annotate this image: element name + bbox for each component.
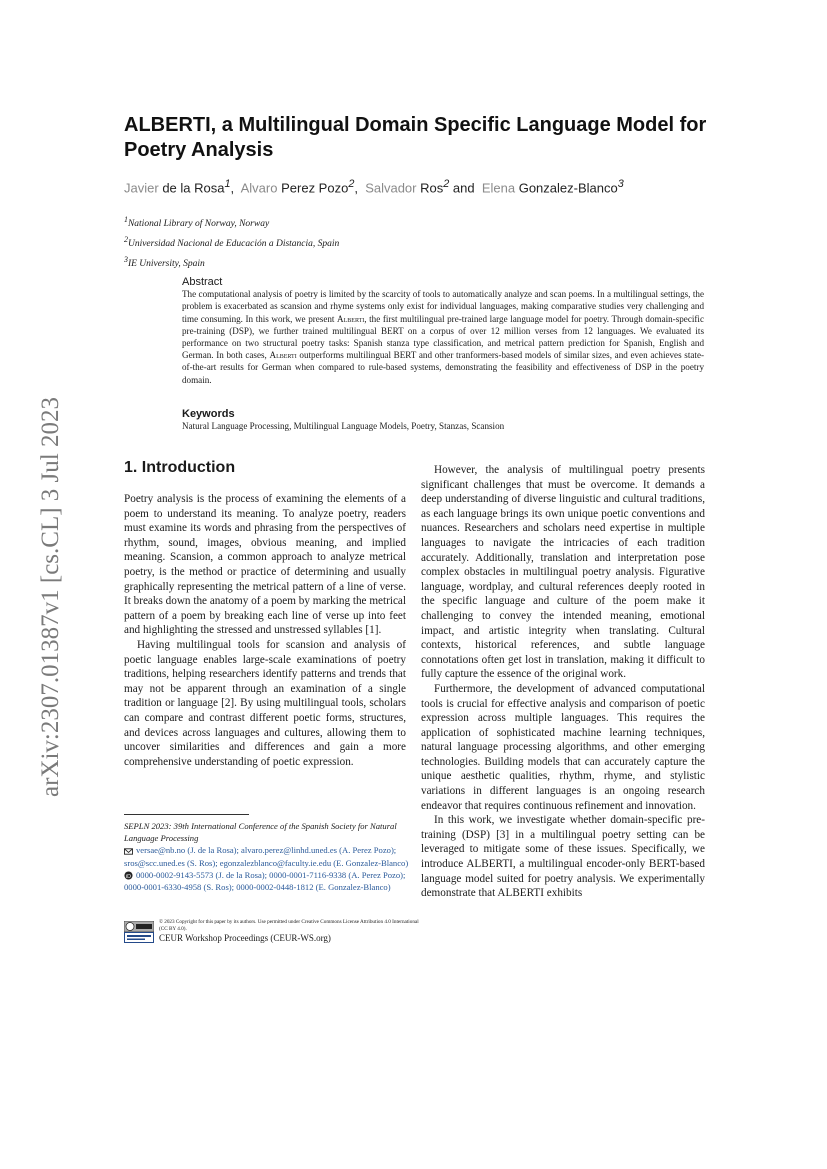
email-icon [124, 847, 133, 856]
author-list: Javier de la Rosa$^1$, Alvaro Perez Pozo$^2$, Salvador Ros$^2$ and Elena Gonzalez-Blanco$^3$ [124, 178, 624, 196]
keywords-heading: Keywords [182, 408, 235, 420]
keywords-text: Natural Language Processing, Multilingual Language Models, Poetry, Stanzas, Scansion [182, 421, 505, 431]
section-title: 1. Introduction [124, 459, 236, 476]
arxiv-identifier: arXiv:2307.01387v1 [cs.CL] 3 Jul 2023 [37, 397, 64, 797]
footnote [124, 820, 414, 893]
orcid-icon [124, 871, 133, 880]
author-last-name: Ros [420, 180, 444, 196]
right-column [421, 463, 705, 901]
paper-title: ALBERTI, a Multilingual Domain Specific Language Model for Poetry Analysis [124, 114, 707, 161]
author-first-name: Salvador [365, 180, 417, 196]
footnote-rule [124, 814, 249, 815]
paragraph: Having multilingual tools for scansion and analysis of poetic language enables large-scale examinations of poetry traditions, helping researchers identify patterns and trends that may not be apparent through an examination of a single tradition or language [2]. By using multilingual tools, scholars can compare and contrast different poetic forms, structures, and devices across languages and cultures, allowing them to uncover similarities and differences and gain a more comprehensive understanding of poetic expression. [124, 638, 406, 768]
ceur-block [124, 932, 331, 946]
ceur-logo-icon [124, 932, 154, 943]
author-first-name: Javier [124, 180, 159, 196]
author-last-name: de la Rosa [162, 180, 225, 196]
cc-by-license-icon [124, 921, 154, 932]
affiliation: $^1$National Library of Norway, Norway [124, 215, 270, 230]
abstract-text: The computational analysis of poetry is limited by the scarcity of tools to automatically analyze and scan poems. In a multilingual settings, the problem is exacerbated as scansion and rhyme systems only exist for individual languages, making comparative studies very challenging and time consuming. In this work, we present Alberti, the first multilingual pre-trained large language model for poetry. Through domain-specific pre-training (DSP), we further trained multilingual BERT on a corpus of over 12 million verses from 12 languages. We evaluated its performance on two structural poetry tasks: Spanish stanza type classification, and metrical pattern prediction for Spanish, English and German. In both cases, Alberti outperforms multilingual BERT and other tranformers-based models of similar sizes, and even achieves state-of-the-art results for German when compared to rule-based systems, demonstrating the feasibility and effectiveness of DSP in the poetry domain. [182, 289, 705, 385]
svg-text:iD: iD [125, 874, 132, 881]
keywords [182, 408, 704, 432]
left-column [124, 492, 406, 769]
license-text: © 2023 Copyright for this paper by its authors. Use permitted under Creative Commons License Attribution 4.0 International (CC BY 4.0). [159, 919, 419, 932]
abstract-heading: Abstract [182, 276, 223, 288]
author-first-name: Elena [481, 180, 516, 196]
proceedings-text: CEUR Workshop Proceedings (CEUR-WS.org) [159, 933, 331, 943]
paragraph: Furthermore, the development of advanced computational tools is crucial for effective analysis and comparison of poetic expression across multiple languages. This requires the application of sophisticated machine learning techniques, natural language processing algorithms, and other emerging technologies. Building models that can accurately capture the unique aesthetic qualities, rhythm, rhyme, and stylistic variations in different languages is an ongoing research endeavor that requires continuous refinement and innovation. [421, 682, 705, 812]
affiliation: $^3$IE University, Spain [124, 255, 205, 270]
author-last-name: Perez Pozo [281, 180, 349, 196]
author-emails: versae@nb.no (J. de la Rosa); alvaro.perez@linhd.uned.es (A. Perez Pozo); sros@scc.uned.es (S. Ros); egonzalezblanco@faculty.ie.edu (E. Gonzalez-Blanco) [124, 845, 409, 868]
affiliations [124, 212, 339, 272]
author-last-name: Gonzalez-Blanco [518, 180, 618, 196]
paragraph: Poetry analysis is the process of examining the elements of a poem to understand its meaning. To analyze poetry, readers must examine its words and phrasing from the perspectives of rhythm, sound, images, obvious meaning, and implied meaning. Scansion, a common approach to analyze metrical poetry, is the method or practice of determining and usually graphically representing the metrical pattern of a line of verse. It breaks down the anatomy of a poem by marking the metrical pattern of a poem by breaking each line of verse up into feet and highlighting the stressed and unstressed syllables [1]. [124, 493, 406, 637]
author-orcids: iD 0000-0002-9143-5573 (J. de la Rosa); 0000-0001-7116-9338 (A. Perez Pozo); 0000-0001-6330-4958 (S. Ros); 0000-0002-0448-1812 (E. Gonzalez-Blanco) [124, 869, 406, 893]
author-first-name: Alvaro [240, 180, 278, 196]
affiliation: $^2$Universidad Nacional de Educación a Distancia, Spain [124, 235, 340, 250]
paragraph: However, the analysis of multilingual poetry presents significant challenges that must be overcome. It demands a deep understanding of diverse linguistic and cultural traditions, as each language brings its own unique poetic conventions and nuances. Researchers and scholars need expertise in multiple languages to navigate the intricacies of each tradition accurately. Additionally, translation and interpretation pose complex obstacles in multilingual poetry analysis. Figurative language, wordplay, and cultural references deeply rooted in the specific language and culture of the poem make it challenging to convey the intended meaning, emotional impact, and artistic integrity when translating. Cultural contexts, historical references, and subtle language connotations often get lost in translation, making it difficult to fully capture the essence of the original work. [421, 464, 705, 681]
abstract [182, 276, 704, 386]
conference-note: SEPLN 2023: 39th International Conference of the Spanish Society for Natural Language Processing [124, 821, 397, 844]
paragraph: In this work, we investigate whether domain-specific pre-training (DSP) [3] in a multilingual poetry setting can be leveraged to mitigate some of these issues. Specifically, we introduce ALBERTI, a multilingual encoder-only BERT-based language model suited for poetry analysis. We experimentally demonstrate that ALBERTI exhibits [421, 814, 705, 900]
